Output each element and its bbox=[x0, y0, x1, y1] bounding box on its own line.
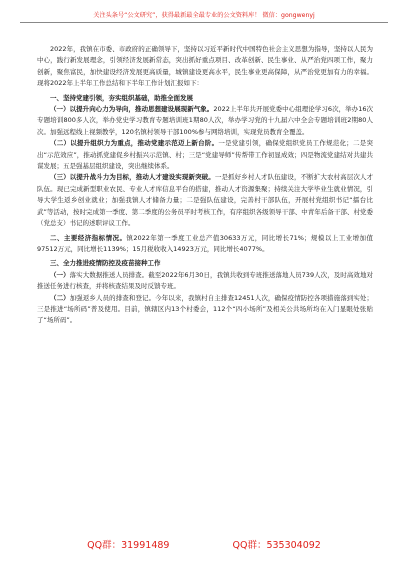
paragraph-5-lead: （二） bbox=[50, 293, 70, 302]
paragraph-2-text: 一是党建引领，确保党组织党员工作规范化；二是突出“示范效应”，推动抓党建促乡村振兴示范镇、村；三是“党建导师”传帮带工作初显成效；四是物流党建结对共建共谋发展；五是强基层组织建设，突出继续体系。 bbox=[37, 139, 374, 171]
paragraph-5-text: 加强返乡人员的排查和登记。今年以来，我镇村自主排查12451人次，确保疫情防控各项措施落到实处；三是推进“场所码”普及使用。目前，镇辖区内13个村委会，112个“四小场所”及相关公共场所均在入门显眼处张贴了“场所码”。 bbox=[37, 293, 373, 325]
paragraph-4-text: 落实大数据推送人员排查。截至2022年6月30日，我镇共收到专班推送落地人员739人次，及时高效地对推送任务进行核查，并将核查结果及时反馈专班。 bbox=[37, 270, 373, 291]
paragraph-3-text: 一是抓好乡村人才队伍建设，不断扩大农村高层次人才队伍。现已完成新型职业农民、专业人才库信息平台的搭建，推动人才资源集聚；持续关注大学毕业生就业情况，引导大学生返乡创业就业；加强我镇人才储备力量；二是强队伍建设，完善村干部队伍，开展村党组织书记“擂台比武”等活动，按时完成第一季度、第二季度的公务员平时考核工作，有序组织各级领导干部、中青年后备干部、村党委（党总支）书记的述职评议工作。 bbox=[37, 173, 373, 228]
section-2-text: 镇2022年第一季度工业总产值30633万元，同比增长71%；规模以上工业增加值97512万元，同比增长1139%；15月税收收入14923万元，同比增长4077%。 bbox=[37, 233, 373, 253]
paragraph-1 bbox=[37, 104, 373, 138]
section-2-heading: 二、主要经济指标情况。 bbox=[50, 233, 127, 242]
section-1-heading: 一、坚持党建引领，夯实组织基础，助推全面发展 bbox=[50, 93, 193, 102]
document-body bbox=[37, 44, 373, 327]
paragraph-2 bbox=[37, 138, 373, 172]
paragraph-3-lead: （三）以提升战斗力为目标，推动人才建设实现新突破。 bbox=[50, 173, 215, 182]
section-2 bbox=[37, 233, 373, 256]
footer-qq-group-2: QQ群：535304092 bbox=[232, 540, 321, 551]
header-divider bbox=[20, 22, 388, 23]
footer-contacts bbox=[0, 537, 408, 551]
paragraph-3 bbox=[37, 172, 373, 229]
paragraph-4 bbox=[37, 270, 373, 293]
section-3-heading: 三、全力推进疫情防控及疫苗接种工作 bbox=[50, 259, 161, 268]
intro-paragraph: 2022年，我镇在市委、市政府的正确领导下，坚持以习近平新时代中国特色社会主义思想为指导，坚持以人民为中心，践行新发展理念，引领经济发展新常态，突出抓好重点项目、改革创新、民生事业、从严治党四项工作，聚力创新，聚焦富民，加快建设经济发展更高质量，城镇建设更高水平，民生事业更高保障，从严治党更加有力的幸福。现将2022年上半年工作总结和下半年工作计划汇报如下： bbox=[37, 45, 373, 88]
paragraph-5 bbox=[37, 293, 373, 327]
paragraph-1-lead: （一）以提升向心力为导向，推动思想建设展现新气象。 bbox=[50, 105, 214, 114]
footer-qq-group-1: QQ群：31991489 bbox=[87, 540, 170, 551]
paragraph-2-lead: （二）以提升组织力为重点，推动党建示范迈上新台阶。 bbox=[50, 139, 219, 148]
header-note: 关注头条号“公文研究”，获得最新最全最专业的公文资料库！ 微信：gongwenyj bbox=[93, 12, 315, 19]
paragraph-4-lead: （一） bbox=[50, 270, 70, 279]
paragraph-1-text: 2022上半年共开展党委中心组理论学习6次，举办16次专题培训800多人次，举办党史学习教育专题培训班1期80人次，举办学习党的十九届六中全会专题培训班2期80人次。加强远程线上视频教学，120名镇村领导干部100%参与网络培训，实现党员教育全覆盖。 bbox=[37, 105, 374, 136]
